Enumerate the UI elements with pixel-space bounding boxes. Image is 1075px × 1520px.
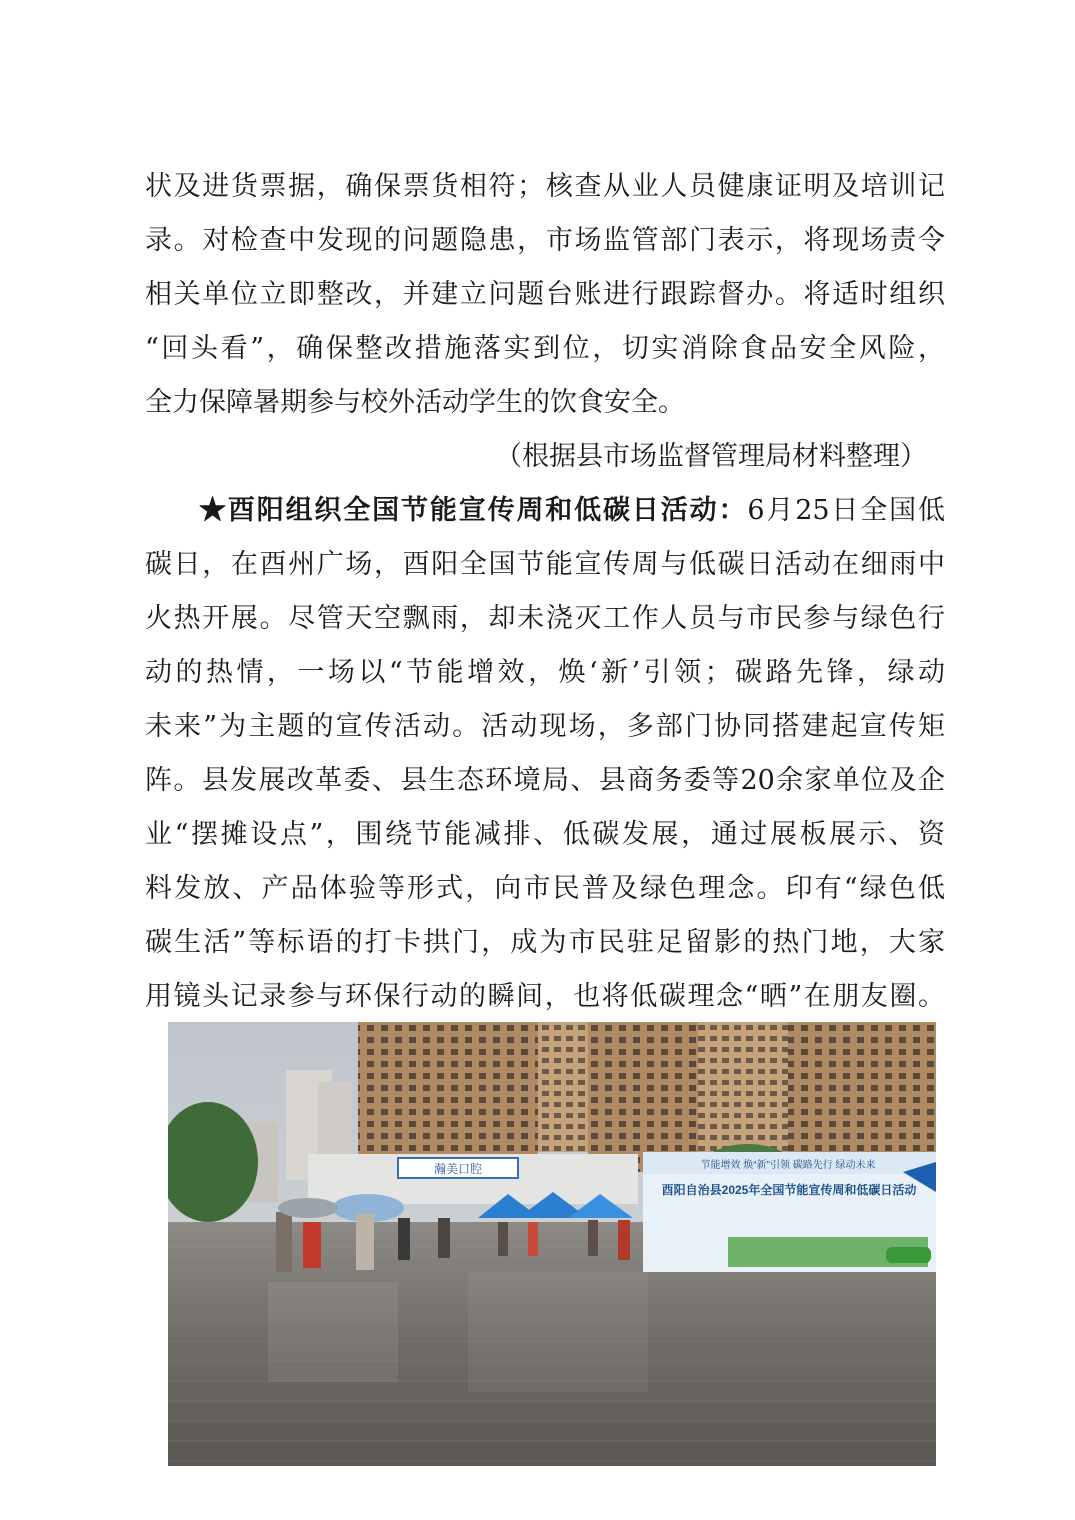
banner-slogan: 节能增效 焕“新”引领 碳路先行 绿动未来 [700, 1160, 876, 1171]
person [276, 1212, 292, 1272]
event-photo [168, 1022, 936, 1466]
para2-first-line [145, 484, 945, 538]
para1-line: 录。对检查中发现的问题隐患，市场监管部门表示，将现场责令 [145, 225, 945, 256]
person [588, 1220, 598, 1256]
reflection [268, 1282, 398, 1382]
person [618, 1220, 630, 1260]
para2-line: 火热开展。尽管天空飘雨，却未浇灭工作人员与市民参与绿色行 [145, 603, 945, 634]
person [303, 1222, 321, 1268]
person [528, 1222, 538, 1256]
reflection [468, 1272, 648, 1392]
para2-heading: ★酉阳组织全国节能宣传周和低碳日活动： [199, 495, 748, 526]
person [398, 1218, 410, 1260]
para2-line: 料发放、产品体验等形式，向市民普及绿色理念。印有“绿色低 [145, 873, 945, 904]
building [588, 1022, 698, 1172]
event-photo-scene [168, 1022, 936, 1466]
para1-line: 相关单位立即整改，并建立问题台账进行跟踪督办。将适时组织 [145, 279, 945, 310]
banner-car [886, 1247, 931, 1263]
para2-first-line-rest: 6月25日全国低 [747, 495, 945, 526]
para2-line: 动的热情，一场以“节能增效，焕‘新’引领；碳路先锋，绿动 [145, 657, 945, 688]
para2-line: 业“摆摊设点”，围绕节能减排、低碳发展，通过展板展示、资 [145, 819, 945, 850]
person [498, 1222, 508, 1256]
para1-line: 全力保障暑期参与校外活动学生的饮食安全。 [145, 387, 685, 418]
shop-sign-text: 瀚美口腔 [433, 1162, 483, 1176]
source-note: （根据县市场监督管理局材料整理） [495, 441, 927, 472]
building [538, 1022, 588, 1152]
para1-line: 状及进货票据，确保票货相符；核查从业人员健康证明及培训记 [145, 171, 945, 202]
para1-line: “回头看”，确保整改措施落实到位，切实消除食品安全风险， [145, 333, 945, 364]
para2-line: 用镜头记录参与环保行动的瞬间，也将低碳理念“晒”在朋友圈。 [145, 981, 945, 1012]
building [698, 1022, 788, 1157]
person [356, 1214, 374, 1270]
para2-line: 未来”为主题的宣传活动。活动现场，多部门协同搭建起宣传矩 [145, 711, 945, 742]
umbrella [278, 1198, 338, 1218]
building [358, 1022, 538, 1172]
para2-line: 碳生活”等标语的打卡拱门，成为市民驻足留影的热门地，大家 [145, 927, 945, 958]
article-body [145, 160, 945, 1024]
para2-line: 阵。县发展改革委、县生态环境局、县商务委等20余家单位及企 [145, 765, 945, 796]
banner-title: 酉阳自治县2025年全国节能宣传周和低碳日活动 [661, 1183, 917, 1197]
building [788, 1022, 936, 1162]
para2-line: 碳日，在酉州广场，酉阳全国节能宣传周与低碳日活动在细雨中 [145, 549, 945, 580]
person [438, 1218, 450, 1258]
